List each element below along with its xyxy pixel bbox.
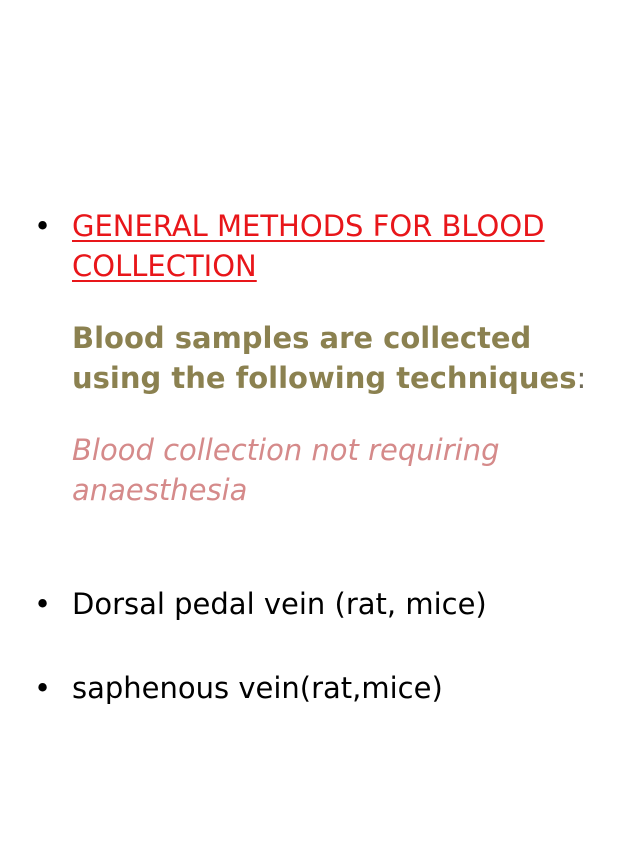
heading-line-2: COLLECTION (72, 249, 257, 283)
intro-colon: : (576, 361, 587, 395)
bullet-dot: • (34, 587, 52, 621)
bullet-item-methods (34, 206, 614, 510)
bullet-body (72, 206, 614, 510)
subheading-line-2: anaesthesia (72, 473, 248, 507)
bullet-dot: • (34, 209, 52, 243)
subheading (72, 430, 614, 510)
heading-line-1: GENERAL METHODS FOR BLOOD (72, 209, 545, 243)
subheading-line-1: Blood collection not requiring (72, 433, 500, 467)
section-heading (72, 206, 614, 286)
list-item: Dorsal pedal vein (rat, mice) (72, 587, 487, 621)
bullet-item-dorsal-pedal-vein (34, 584, 614, 624)
intro-line-2: using the following techniques (72, 361, 577, 395)
bullet-dot: • (34, 671, 52, 705)
intro-text (72, 318, 614, 398)
list-item: saphenous vein(rat,mice) (72, 671, 443, 705)
intro-line-1: Blood samples are collected (72, 321, 532, 355)
bullet-item-saphenous-vein (34, 668, 614, 708)
